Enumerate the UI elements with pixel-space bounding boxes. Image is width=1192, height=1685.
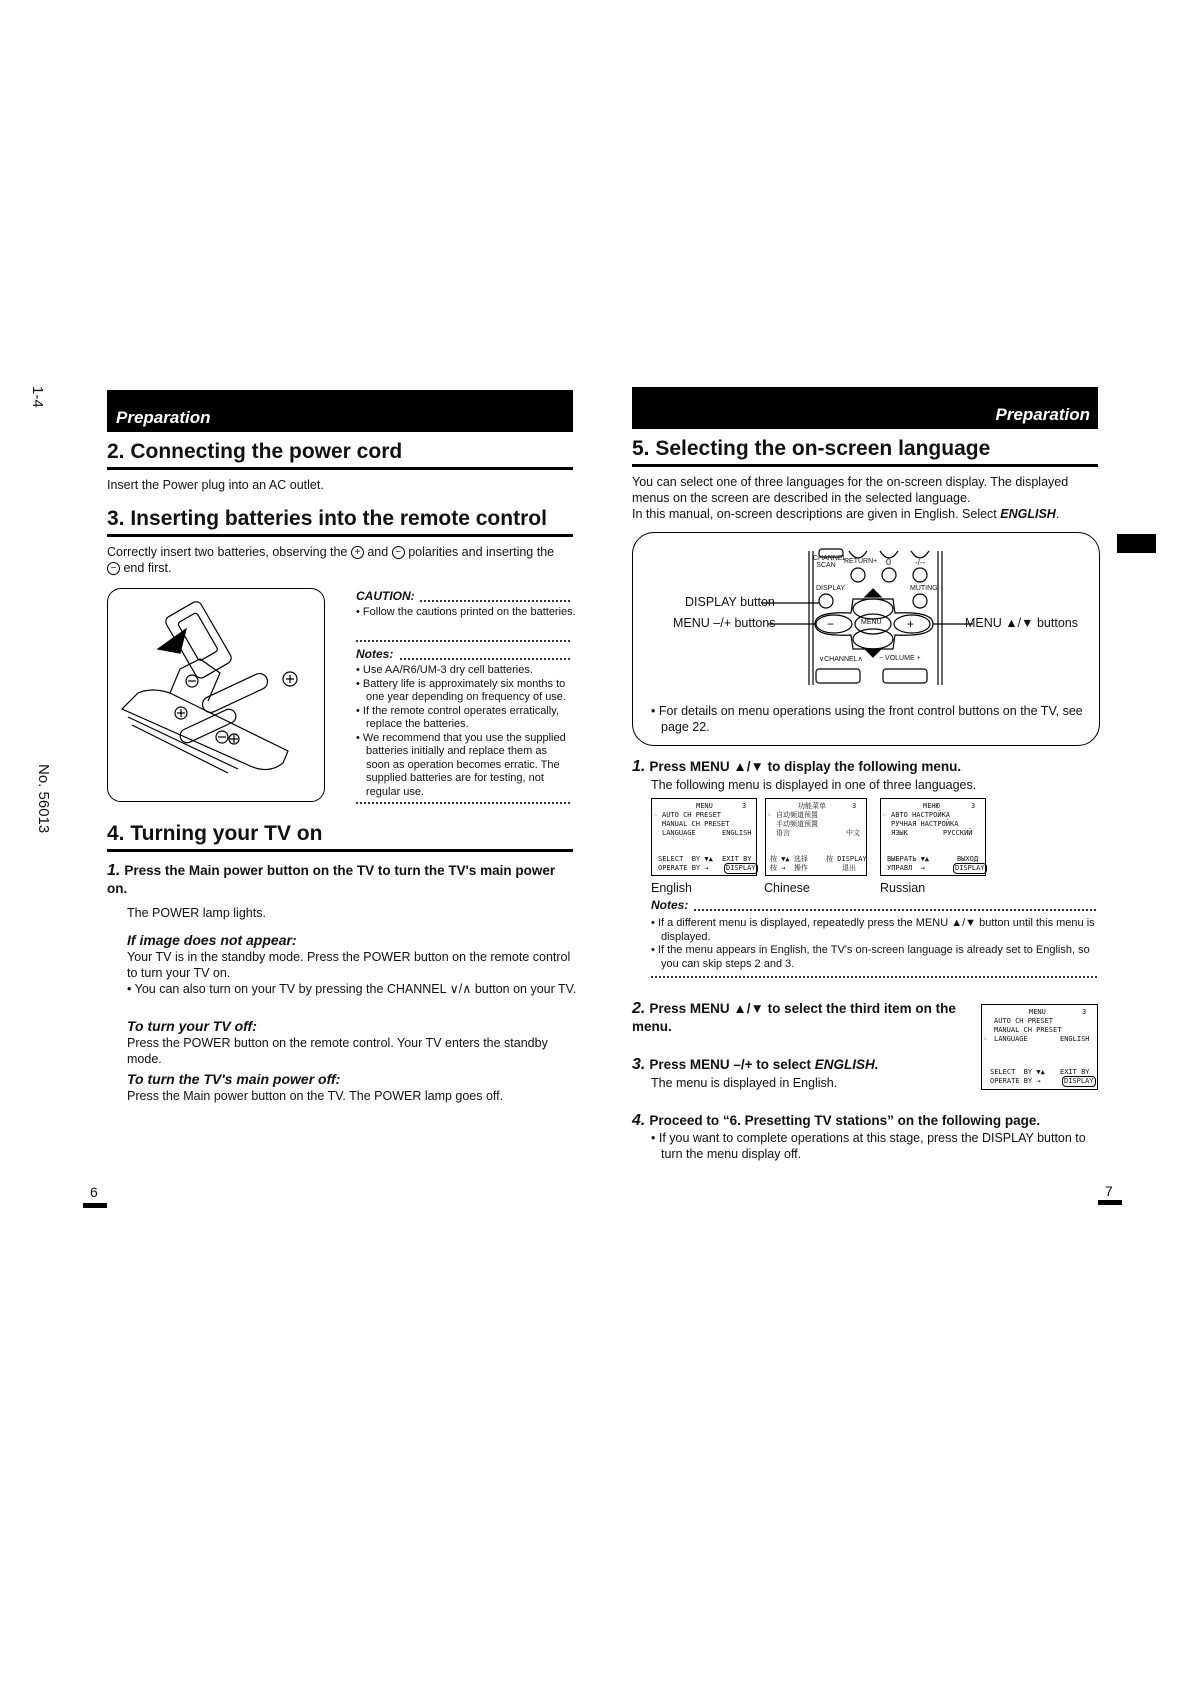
left-page-number: 6 [90,1184,98,1200]
if-image-bullet: • You can also turn on your TV by pressing the CHANNEL ∨/∧ button on your TV. [127,982,577,996]
right-notes-title: Notes: [651,898,689,912]
display-button-callout: DISPLAY button [685,595,775,609]
turn-on-step-1: 1. Press the Main power button on the TV to turn the TV's main power on. [107,862,556,896]
front-control-note: • For details on menu operations using the front control buttons on the TV, see page 22. [651,704,1083,734]
right-page-bar [1098,1200,1122,1205]
lang-label-russian: Russian [880,881,926,895]
right-notes-list [651,917,1097,971]
minus-polarity-icon: − [392,546,405,559]
right-section-banner [632,387,1098,429]
notes-item: • If the remote control operates erratically, replace the batteries. [356,704,559,730]
remote-diagram-box [632,532,1100,746]
caution-dotted-leader [420,600,570,602]
turn-off-title: To turn your TV off: [127,1018,257,1034]
if-image-text: Your TV is in the standby mode. Press the POWER button on the remote control to turn your TV on. [127,950,571,980]
channel-scan-label: CHANNEL SCAN [813,555,847,569]
pointer-hand-icon: ☞ [883,811,888,819]
display-key-label: DISPLAY [816,585,846,592]
heading-onscreen-language: 5. Selecting the on-screen language [632,437,1098,467]
minus-polarity-icon: − [107,562,120,575]
caution-divider [356,640,570,642]
section-code: 1-4 [29,386,46,408]
power-lamp-text: The POWER lamp lights. [127,906,266,920]
menu-screen-english: MENU 3 ☞ AUTO CH PRESET MANUAL CH PRESET LANGUAGE ENGLISH SELECT BY ▼▲ EXIT BY OPERATE BY → DISPLAY [651,798,757,876]
right-banner-title: Preparation [995,405,1090,424]
remote-battery-drawing [108,589,324,801]
step-4-bullet: • If you want to complete operations at this stage, press the DISPLAY button to turn the menu display off. [651,1131,1086,1161]
caution-item: • Follow the cautions printed on the batteries. [356,606,576,618]
pointer-hand-icon: ☞ [768,811,773,819]
thumb-tab [1117,534,1156,553]
left-page-bar [83,1203,107,1208]
lang-label-english: English [651,881,692,895]
language-step-3: 3. Press MENU –/+ to select ENGLISH. [632,1056,879,1073]
zero-label: 0 [886,557,892,567]
language-intro-2: In this manual, on-screen descriptions are given in English. Select ENGLISH. [632,507,1060,521]
plus-polarity-icon: + [351,546,364,559]
lang-label-chinese: Chinese [764,881,810,895]
heading-turning-tv-on: 4. Turning your TV on [107,822,573,852]
menu-key-label: MENU [861,619,882,626]
battery-illustration [107,588,325,802]
pointer-hand-icon: ☞ [654,811,659,819]
left-notes-list [356,664,570,799]
menu-minus-plus-callout: MENU –/+ buttons [673,616,776,630]
pointer-hand-icon: ☞ [984,1035,989,1043]
caution-title: CAUTION: [356,589,415,603]
notes-item: • We recommend that you use the supplied batteries initially and replace them as soon as operation becomes erratic. The supplied batteries are for testing, not regular use. [356,731,566,798]
left-banner-title: Preparation [116,408,211,427]
heading-inserting-batteries: 3. Inserting batteries into the remote control [107,507,573,537]
power-cord-text: Insert the Power plug into an AC outlet. [107,478,324,492]
main-power-off-text: Press the Main power button on the TV. The POWER lamp goes off. [127,1089,504,1103]
if-image-title: If image does not appear: [127,932,297,948]
left-notes-title: Notes: [356,647,394,661]
language-step-2: 2. Press MENU ▲/▼ to select the third item on the menu. [632,1000,956,1034]
notes-item: • Battery life is approximately six months to one year depending on frequency of use. [356,677,566,703]
notes-item: • If a different menu is displayed, repeatedly press the MENU ▲/▼ button until this menu is displayed. [651,917,1095,943]
language-intro: You can select one of three languages for the on-screen display. The displayed menus on the screen are described in the selected language. [632,475,1069,505]
dash-label: -/-- [915,558,926,567]
notes-item: • If the menu appears in English, the TV's on-screen language is already set to English, so you can skip steps 2 and 3. [651,944,1090,970]
right-page-number: 7 [1105,1183,1113,1199]
svg-text:+: + [907,617,915,631]
language-step-1: 1. Press MENU ▲/▼ to display the following menu. [632,758,962,775]
right-notes-leader [694,909,1096,911]
language-step-4: 4. Proceed to “6. Presetting TV stations” on the following page. [632,1112,1041,1129]
channel-key-label: ∨CHANNEL∧ [819,656,863,663]
svg-text:−: − [827,617,835,631]
document-number: No. 56013 [35,764,52,834]
menu-up-down-callout: MENU ▲/▼ buttons [965,616,1078,630]
notes-dotted-leader [400,658,570,660]
notes-item: • Use AA/R6/UM-3 dry cell batteries. [356,664,533,676]
turn-off-text: Press the POWER button on the remote control. Your TV enters the standby mode. [127,1036,548,1066]
heading-connecting-power-cord: 2. Connecting the power cord [107,440,573,470]
return-label: RETURN+ [844,558,878,565]
right-notes-end-divider [651,976,1097,978]
main-power-off-title: To turn the TV's main power off: [127,1071,341,1087]
menu-screen-russian: МЕНЮ 3 ☞ АВТО НАСТРОЙКА РУЧНАЯ НАСТРОЙКА ЯЗЫК РУССКИЙ ВЫБРАТЬ ▼▲ ВЫХОД УПРАВЛ → DISPLAY [880,798,986,876]
volume-key-label: − VOLUME + [879,655,921,662]
step-1-sub: The following menu is displayed in one of three languages. [651,778,977,792]
left-section-banner [107,390,573,432]
menu-screen-english-selected: MENU 3 AUTO CH PRESET MANUAL CH PRESET ☞ LANGUAGE ENGLISH SELECT BY ▼▲ EXIT BY OPERATE BY → DISPLAY [981,1004,1098,1090]
muting-key-label: MUTING [910,585,938,592]
step-3-sub: The menu is displayed in English. [651,1076,838,1090]
notes-end-divider [356,802,570,804]
batteries-intro: Correctly insert two batteries, observing the + and − polarities and inserting the − end first. [107,545,555,575]
menu-screen-chinese: 功能菜单 3 ☞ 自动频道预置 手动频道预置 语言 中文 按 ▼▲ 选择 按 DISPLAY 按 → 操作 退出 [765,798,867,876]
